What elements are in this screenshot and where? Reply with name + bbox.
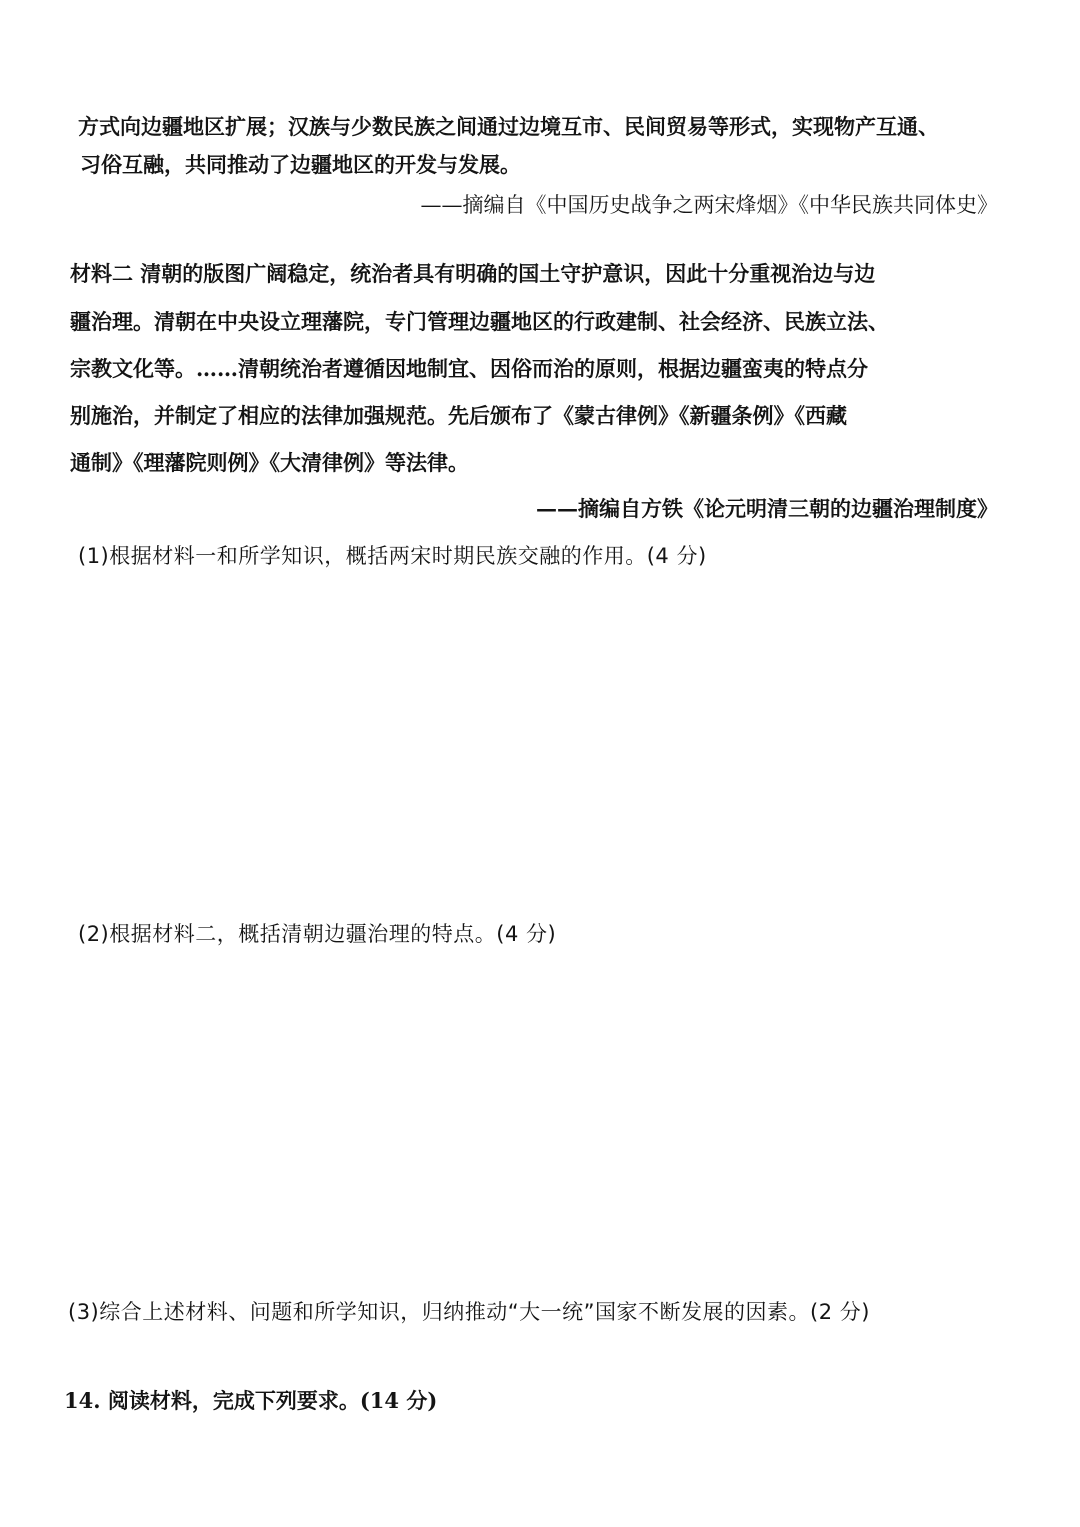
material-two-line-1: 材料二 清朝的版图广阔稳定，统治者具有明确的国土守护意识，因此十分重视治边与边 — [70, 261, 876, 286]
question-2: (2)根据材料二，概括清朝边疆治理的特点。(4 分) — [78, 922, 557, 946]
material-two-line-2: 疆治理。清朝在中央设立理藩院，专门管理边疆地区的行政建制、社会经济、民族立法、 — [70, 309, 889, 334]
answer-area-1[interactable] — [70, 585, 1010, 905]
material-two-line-4: 别施治，并制定了相应的法律加强规范。先后颁布了《蒙古律例》《新疆条例》《西藏 — [70, 403, 847, 428]
question-1: (1)根据材料一和所学知识，概括两宋时期民族交融的作用。(4 分) — [78, 544, 707, 568]
material-two-line-5: 通制》《理藩院则例》《大清律例》等法律。 — [70, 450, 469, 475]
material-one-line-1: 方式向边疆地区扩展；汉族与少数民族之间通过边境互市、民间贸易等形式，实现物产互通、 — [78, 114, 939, 139]
material-one-line-2: 习俗互融，共同推动了边疆地区的开发与发展。 — [80, 152, 521, 177]
answer-area-2[interactable] — [70, 965, 1010, 1285]
material-two-source: ——摘编自方铁《论元明清三朝的边疆治理制度》 — [536, 496, 998, 521]
question-3: (3)综合上述材料、问题和所学知识，归纳推动“大一统”国家不断发展的因素。(2 分) — [68, 1300, 870, 1324]
material-two-line-3: 宗教文化等。……清朝统治者遵循因地制宜、因俗而治的原则，根据边疆蛮夷的特点分 — [70, 356, 868, 381]
question-14-heading: 14. 阅读材料，完成下列要求。(14 分) — [64, 1388, 438, 1413]
material-one-source: ——摘编自《中国历史战争之两宋烽烟》《中华民族共同体史》 — [420, 193, 998, 217]
